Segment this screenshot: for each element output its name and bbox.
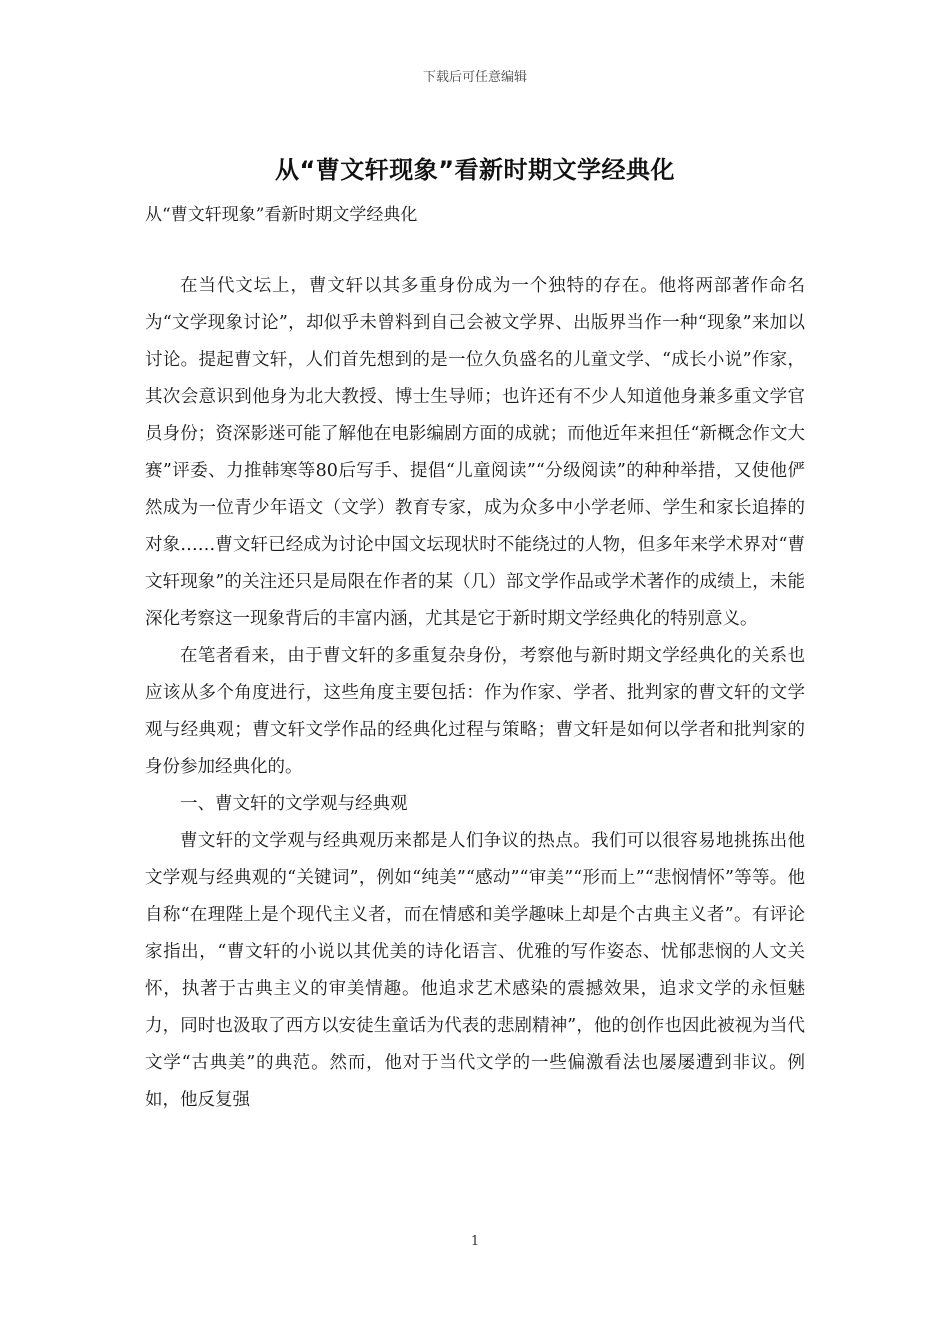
paragraph-2: 在笔者看来，由于曹文轩的多重复杂身份，考察他与新时期文学经典化的关系也应该从多个角度进行，这些角度主要包括：作为作家、学者、批判家的曹文轩的文学观与经典观；曹文轩文学作品的经典化过程与策略；曹文轩是如何以学者和批判家的身份参加经典化的。: [145, 646, 805, 777]
paragraph-1: 在当代文坛上，曹文轩以其多重身份成为一个独特的存在。他将两部著作命名为“文学现象讨论”，却似乎未曾料到自己会被文学界、出版界当作一种“现象”来加以讨论。提起曹文轩，人们首先想到的是一位久负盛名的儿童文学、“成长小说”作家，其次会意识到他身为北大教授、博士生导师；也许还有不少人知道他身兼多重文学官员身份；资深影迷可能了解他在电影编剧方面的成就；而他近年来担任“新概念作文大赛”评委、力推韩寒等80后写手、提倡“儿童阅读”“分级阅读”的种种举措，又使他俨然成为一位青少年语文（文学）教育专家，成为众多中小学老师、学生和家长追捧的对象……曹文轩已经成为讨论中国文坛现状时不能绕过的人物，但多年来学术界对“曹文轩现象”的关注还只是局限在作者的某（几）部文学作品或学术著作的成绩上，未能深化考察这一现象背后的丰富内涵，尤其是它于新时期文学经典化的特别意义。: [145, 276, 805, 629]
document-subtitle: 从“曹文轩现象”看新时期文学经典化: [145, 205, 418, 225]
page-number: 1: [470, 1234, 480, 1249]
document-title: 从“曹文轩现象”看新时期文学经典化: [274, 156, 676, 184]
paragraph-3: 曹文轩的文学观与经典观历来都是人们争议的热点。我们可以很容易地挑拣出他文学观与经典观的“关键词”，例如“纯美”“感动”“审美”“形而上”“悲悯情怀”等等。他自称“在理陛上是个现代主义者，而在情感和美学趣味上却是个古典主义者”。有评论家指出，“曹文轩的小说以其优美的诗化语言、优雅的写作姿态、忧郁悲悯的人文关怀，执著于古典主义的审美情趣。他追求艺术感染的震撼效果，追求文学的永恒魅力，同时也汲取了西方以安徒生童话为代表的悲剧精神”，他的创作也因此被视为当代文学“古典美”的典范。然而，他对于当代文学的一些偏激看法也屡屡遭到非议。例如，他反复强: [145, 831, 805, 1110]
document-body: [145, 268, 805, 1119]
header-note: 下载后可任意编辑: [422, 70, 527, 85]
section-heading: 一、曹文轩的文学观与经典观: [180, 794, 408, 814]
